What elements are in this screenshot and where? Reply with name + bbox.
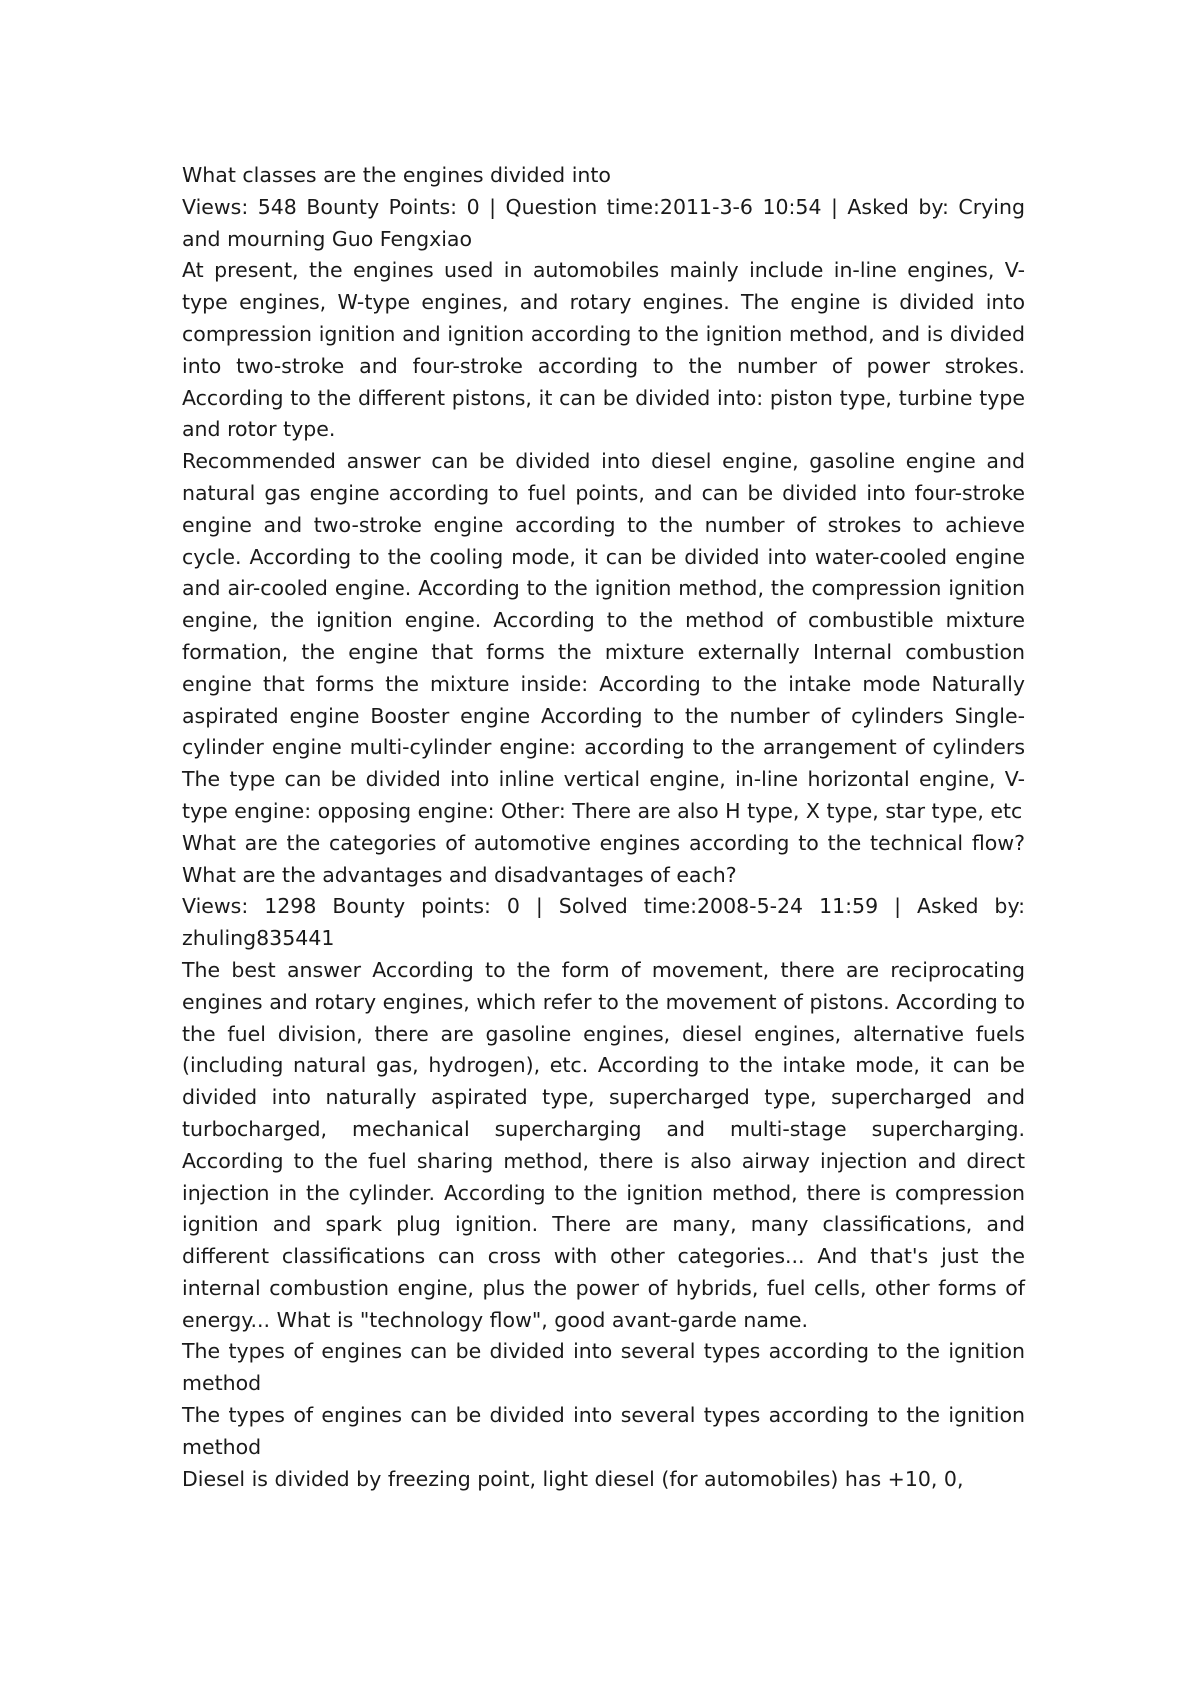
diesel-paragraph: Diesel is divided by freezing point, light diesel (for automobiles) has +10, 0, (182, 1466, 964, 1491)
related-question-2: The types of engines can be divided into several types according to the ignition method (182, 1403, 1025, 1459)
question-title-1: What classes are the engines divided into (182, 163, 611, 187)
question-title-2: What are the categories of automotive engines according to the technical flow? What are the advantages and disadvantages of each? (182, 830, 1025, 887)
question-meta-1: Views: 548 Bounty Points: 0 | Question time:2011-3-6 10:54 | Asked by: Crying and mourning Guo Fengxiao (182, 194, 1025, 251)
answer-paragraph-1: At present, the engines used in automobiles mainly include in-line engines, V-type engines, W-type engines, and rotary engines. The engine is divided into compression ignition and ignition according to the ignition method, and is divided into two-stroke and four-stroke according to the number of power strokes. According to the different pistons, it can be divided into: piston type, turbine type and rotor type. (182, 258, 1025, 442)
recommended-answer: Recommended answer can be divided into diesel engine, gasoline engine and natural gas engine according to fuel points, and can be divided into four-stroke engine and two-stroke engine according to the number of strokes to achieve cycle. According to the cooling mode, it can be divided into water-cooled engine and air-cooled engine. According to the ignition method, the compression ignition engine, the ignition engine. According to the method of combustible mixture formation, the engine that forms the mixture externally Internal combustion engine that forms the mixture inside: According to the intake mode Naturally aspirated engine Booster engine According to the number of cylinders Single-cylinder engine multi-cylinder engine: according to the arrangement of cylinders The type can be divided into inline vertical engine, in-line horizontal engine, V-type engine: opposing engine: Other: There are also H type, X type, star type, etc (182, 449, 1025, 823)
related-question-1: The types of engines can be divided into several types according to the ignition method (182, 1339, 1025, 1396)
document-body (182, 160, 1025, 1495)
best-answer: The best answer According to the form of movement, there are reciprocating engines and rotary engines, which refer to the movement of pistons. According to the fuel division, there are gasoline engines, diesel engines, alternative fuels (including natural gas, hydrogen), etc. According to the intake mode, it can be divided into naturally aspirated type, supercharged type, supercharged and turbocharged, mechanical supercharging and multi-stage supercharging. According to the fuel sharing method, there is also airway injection and direct injection in the cylinder. According to the ignition method, there is compression ignition and spark plug ignition. There are many, many classifications, and different classifications can cross with other categories... And that's just the internal combustion engine, plus the power of hybrids, fuel cells, other forms of energy... What is "technology flow", good avant-garde name. (182, 957, 1025, 1332)
question-meta-2: Views: 1298 Bounty points: 0 | Solved time:2008-5-24 11:59 | Asked by: zhuling835441 (182, 894, 1025, 951)
